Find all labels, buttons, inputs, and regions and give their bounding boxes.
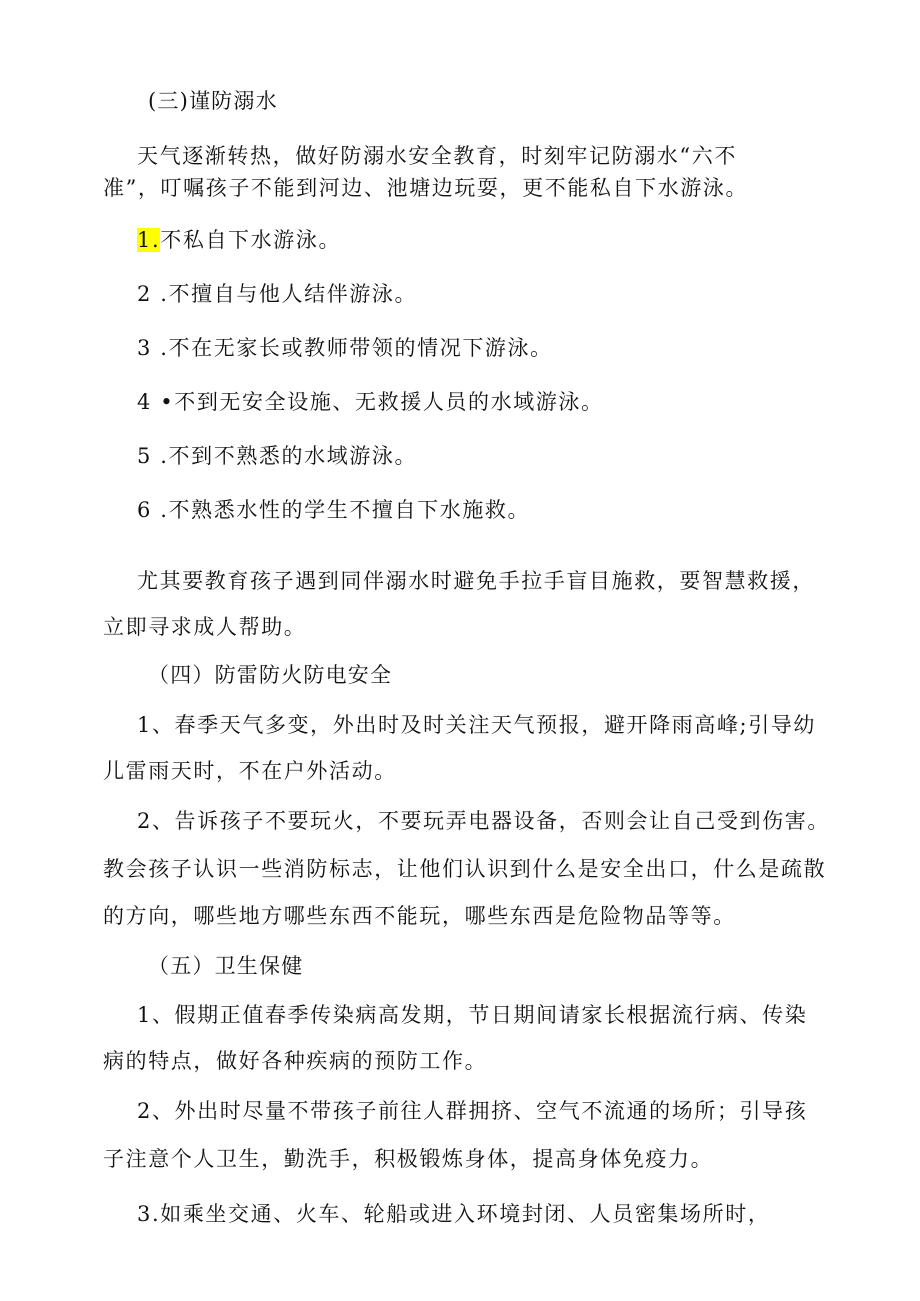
- rule-text-3: 不在无家长或教师带领的情况下游泳。: [168, 336, 553, 360]
- rule-item-5: [137, 441, 417, 471]
- rule-number-6: 6 .: [137, 498, 169, 522]
- section-4-p2-line-3: 的方向，哪些地方哪些东西不能玩，哪些东西是危险物品等等。: [103, 904, 736, 928]
- rule-number-5: 5 .: [137, 444, 169, 468]
- rule-item-6: [137, 495, 530, 525]
- section-3-intro-line-2: 准”，叮嘱孩子不能到河边、池塘边玩耍，更不能私自下水游泳。: [103, 176, 749, 200]
- rule-text-6: 不熟悉水性的学生不擅自下水施救。: [168, 498, 531, 522]
- section-3-intro-line-1: 天气逐渐转热，做好防溺水安全教育，时刻牢记防溺水“六不: [137, 144, 737, 168]
- rule-number-3: 3 .: [137, 336, 169, 360]
- rule-item-1: [137, 225, 341, 255]
- section-3-title: (三)谨防溺水: [148, 89, 278, 113]
- section-3-closing-line-1: 尤其要教育孩子遇到同伴溺水时避免手拉手盲目施救，要智慧救援，: [137, 569, 815, 593]
- rule-text-4: 不到无安全设施、无救援人员的水域游泳。: [174, 390, 604, 414]
- section-4-p2-line-2: 教会孩子认识一些消防标志，让他们认识到什么是安全出口，什么是疏散: [103, 857, 827, 881]
- rule-number-2: 2 .: [137, 282, 169, 306]
- rule-number-4: 4 •: [137, 390, 175, 414]
- rule-item-4: [137, 387, 604, 417]
- rule-text-2: 不擅自与他人结伴游泳。: [168, 282, 418, 306]
- rule-text-1: 不私自下水游泳。: [160, 228, 342, 252]
- rule-text-5: 不到不熟悉的水域游泳。: [168, 444, 418, 468]
- section-5-p2-line-1: 2、外出时尽量不带孩子前往人群拥挤、空气不流通的场所；引导孩: [137, 1099, 808, 1123]
- section-5-p1-line-1: 1、假期正值春季传染病高发期，节日期间请家长根据流行病、传染: [137, 1003, 808, 1027]
- section-4-p2-line-1: 2、告诉孩子不要玩火，不要玩弄电器设备，否则会让自己受到伤害。: [137, 809, 830, 833]
- rule-item-2: [137, 279, 417, 309]
- section-4-p1-line-2: 儿雷雨天时，不在户外活动。: [103, 759, 397, 783]
- rule-number-1: 1.: [137, 228, 161, 252]
- section-5-p1-line-2: 病的特点，做好各种疾病的预防工作。: [103, 1049, 488, 1073]
- section-4-title: （四）防雷防火防电安全: [148, 663, 393, 687]
- section-4-p1-line-1: 1、春季天气多变，外出时及时关注天气预报，避开降雨高峰;引导幼: [137, 713, 817, 737]
- section-5-p3-line-1: 3.如乘坐交通、火车、轮船或进入环境封闭、人员密集场所时，: [137, 1202, 771, 1226]
- section-5-p2-line-2: 子注意个人卫生，勤洗手，积极锻炼身体，提高身体免疫力。: [103, 1147, 714, 1171]
- section-5-title: （五）卫生保健: [148, 954, 304, 978]
- rule-item-3: [137, 333, 553, 363]
- section-3-closing-line-2: 立即寻求成人帮助。: [103, 615, 307, 639]
